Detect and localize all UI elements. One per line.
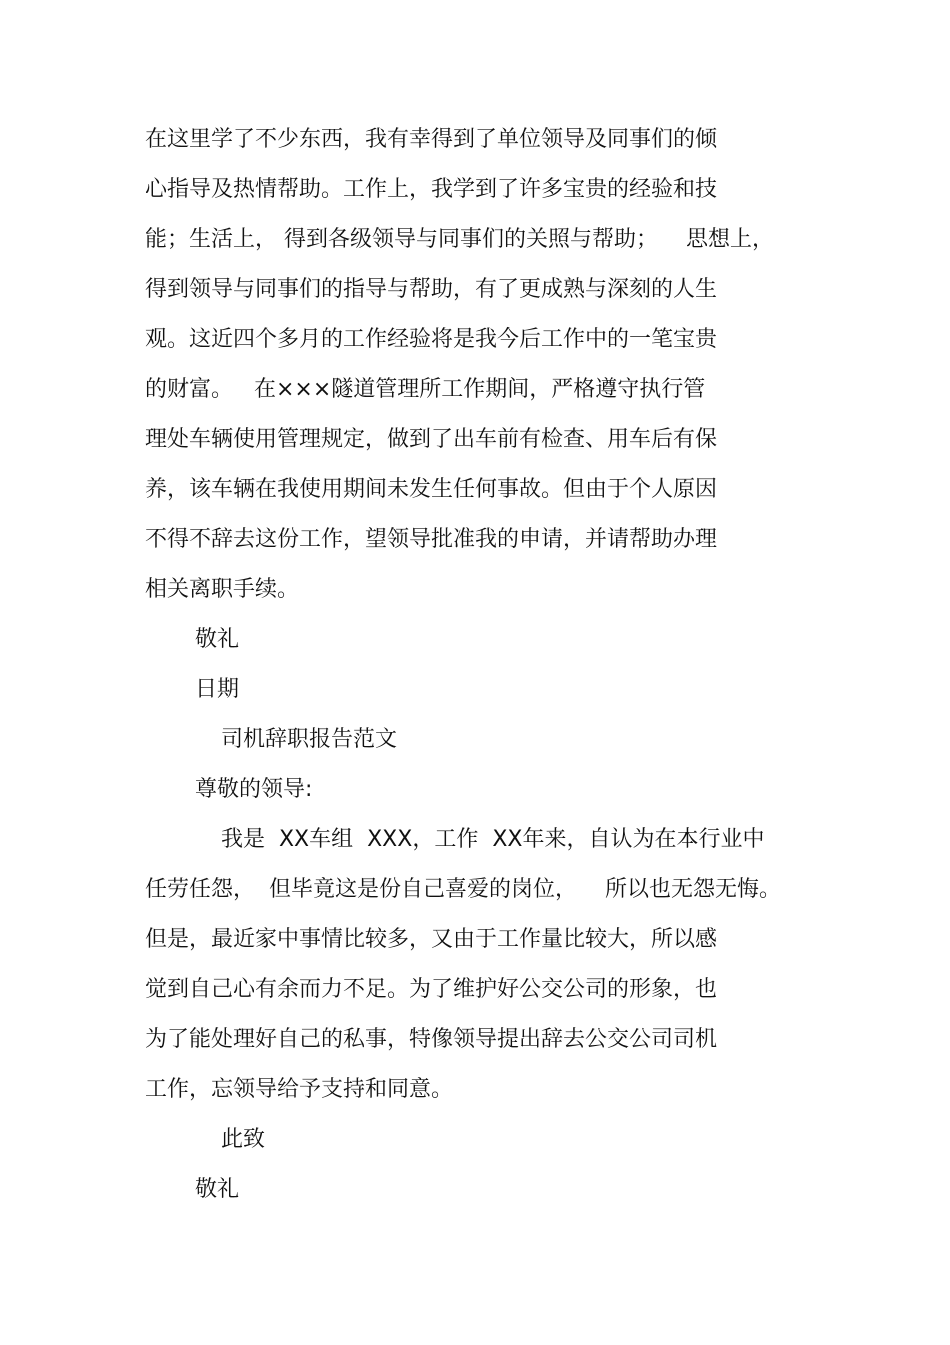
body-line-9: 不得不辞去这份工作，望领导批准我的申请，并请帮助办理	[145, 527, 718, 552]
body-line-4: 得到领导与同事们的指导与帮助，有了更成熟与深刻的人生	[145, 277, 718, 302]
body-line-6: 的财富。 在×××隧道管理所工作期间，严格遵守执行管	[145, 377, 706, 402]
salutation-regards: 敬礼	[195, 627, 240, 652]
body-line-5: 观。这近四个多月的工作经验将是我今后工作中的一笔宝贵	[145, 327, 718, 352]
letter-line-6: 工作，忘领导给予支持和同意。	[145, 1077, 454, 1102]
section-title: 司机辞职报告范文	[221, 727, 398, 752]
date-label: 日期	[195, 677, 240, 702]
letter-line-1: 我是 XX车组 XXX，工作 XX年来，自认为在本行业中	[221, 827, 765, 852]
letter-line-4: 觉到自己心有余而力不足。为了维护好公交公司的形象，也	[145, 977, 718, 1002]
body-line-3: 能；生活上， 得到各级领导与同事们的关照与帮助； 思想上，	[145, 227, 774, 252]
greeting: 尊敬的领导:	[195, 777, 313, 802]
letter-line-2: 任劳任怨， 但毕竟这是份自己喜爱的岗位， 所以也无怨无悔。	[145, 877, 781, 902]
body-line-7: 理处车辆使用管理规定，做到了出车前有检查、用车后有保	[145, 427, 718, 452]
body-line-10: 相关离职手续。	[145, 577, 300, 602]
closing-cizhi: 此致	[221, 1127, 266, 1152]
body-line-1: 在这里学了不少东西，我有幸得到了单位领导及同事们的倾	[145, 127, 718, 152]
body-line-8: 养，该车辆在我使用期间未发生任何事故。但由于个人原因	[145, 477, 718, 502]
letter-line-5: 为了能处理好自己的私事，特像领导提出辞去公交公司司机	[145, 1027, 718, 1052]
body-line-2: 心指导及热情帮助。工作上，我学到了许多宝贵的经验和技	[145, 177, 718, 202]
letter-line-3: 但是，最近家中事情比较多，又由于工作量比较大，所以感	[145, 927, 718, 952]
closing-regards: 敬礼	[195, 1177, 240, 1202]
